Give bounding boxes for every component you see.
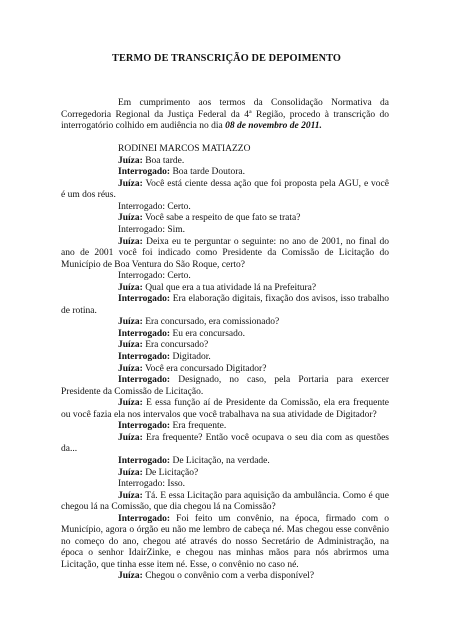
dialogue-line [61, 433, 389, 456]
dialogue-line [61, 179, 389, 202]
speech-text: Chegou o convênio com a verba disponível? [142, 571, 315, 582]
dialogue-line [61, 514, 389, 572]
dialogue-line [61, 294, 389, 317]
document-body [61, 98, 389, 583]
speaker-label: Interrogado: [118, 421, 171, 432]
speaker-label: Interrogado: [118, 201, 165, 212]
dialogue [61, 156, 389, 583]
speech-text: Foi feito um convênio, na época, firmado com o Município, agora o órgão eu não me lembro de cabeça né. Mas chegou esse convênio no começo do ano, chegou até através do nosso Secretário de Administração, na época o senhor IdairZinke, e chegou nas minhas mãos para nós abrirmos uma Licitação, que tinha esse item né. Esse, o convênio no caso né. [61, 513, 389, 570]
speaker-label: Juíza: [118, 398, 143, 409]
dialogue-line [61, 202, 389, 214]
dialogue-line [61, 375, 389, 398]
speaker-label: Juíza: [118, 571, 143, 582]
dialogue-line [61, 340, 389, 352]
speaker-label: Juíza: [118, 490, 143, 501]
dialogue-line [61, 468, 389, 480]
speaker-label: Juíza: [118, 467, 143, 478]
speech-text: Era concursado, era comissionado? [142, 317, 280, 328]
speech-text: De Licitação, na verdade. [170, 455, 270, 466]
document-title: TERMO DE TRANSCRIÇÃO DE DEPOIMENTO [111, 53, 341, 64]
speaker-label: Interrogado: [118, 375, 171, 386]
dialogue-line [61, 317, 389, 329]
speaker-label: Interrogado: [118, 225, 165, 236]
dialogue-line [61, 271, 389, 283]
dialogue-line [61, 421, 389, 433]
dialogue-line [61, 156, 389, 168]
speech-text: Era frequente? Então você ocupava o seu dia com as questões da... [61, 432, 389, 455]
deponent-name: RODINEI MARCOS MATIAZZO [118, 144, 251, 155]
speaker-label: Juíza: [118, 363, 143, 374]
speech-text: Sim. [164, 225, 186, 236]
speech-text: Tá. E essa Licitação para aquisição da ambulância. Como é que chegou lá na Comissão, que dia chegou lá na Comissão? [61, 490, 389, 513]
speech-text: Isso. [164, 479, 186, 490]
speaker-label: Interrogado: [118, 328, 171, 339]
speech-text: De Licitação? [142, 467, 199, 478]
speaker-label: Juíza: [118, 282, 143, 293]
dialogue-line [61, 225, 389, 237]
speaker-label: Juíza: [118, 178, 143, 189]
speaker-label: Interrogado: [118, 479, 165, 490]
speaker-label: Juíza: [118, 340, 143, 351]
speech-text: Era frequente. [170, 421, 227, 432]
speaker-label: Interrogado: [118, 352, 171, 363]
dialogue-line [61, 456, 389, 468]
speaker-label: Juíza: [118, 213, 143, 224]
speech-text: Designado, no caso, pela Portaria para exercer Presidente da Comissão de Licitação. [61, 375, 389, 397]
speaker-label: Interrogado: [118, 167, 171, 178]
speech-text: Era elaboração digitais, fixação dos avisos, isso trabalho de rotina. [61, 294, 389, 316]
speaker-label: Interrogado: [118, 294, 171, 305]
dialogue-line [61, 364, 389, 376]
dialogue-line [61, 213, 389, 225]
speech-text: Deixa eu te perguntar o seguinte: no ano de 2001, no final do ano de 2001 você foi indicado como Presidente da Comissão de Licitação do Município de Boa Ventura do São Roque, certo? [61, 236, 389, 270]
hearing-date: 08 de novembro de 2011. [225, 121, 322, 132]
speech-text: Você está ciente dessa ação que foi proposta pela AGU, e você é um dos réus. [61, 178, 389, 201]
dialogue-line [61, 283, 389, 295]
speaker-label: Interrogado: [118, 513, 171, 524]
speech-text: Você era concursado Digitador? [142, 363, 267, 374]
speech-text: Digitador. [170, 352, 211, 363]
speech-text: Você sabe a respeito de que fato se trata? [142, 213, 301, 224]
dialogue-line [61, 167, 389, 179]
speech-text: Era concursado? [142, 340, 209, 351]
speech-text: E essa função aí de Presidente da Comissão, ela era frequente ou você fazia ela nos intervalos que você trabalhava na sua atividade de Digitador? [61, 398, 389, 420]
speaker-label: Juíza: [118, 236, 143, 247]
speaker-label: Juíza: [118, 432, 143, 443]
speech-text: Boa tarde Doutora. [170, 167, 245, 178]
dialogue-line [61, 352, 389, 364]
speaker-label: Juíza: [118, 317, 143, 328]
speaker-label: Interrogado: [118, 455, 171, 466]
intro-paragraph [61, 98, 389, 133]
dialogue-line [61, 571, 389, 583]
speaker-label: Interrogado: [118, 271, 165, 282]
dialogue-line [61, 237, 389, 272]
speaker-label: Juíza: [118, 155, 143, 166]
speech-text: Certo. [164, 271, 191, 282]
speech-text: Boa tarde. [142, 155, 185, 166]
intro-text: Em cumprimento aos termos da Consolidação Normativa da Corregedoria Regional da Justiça Federal da 4ª Região, procedo à transcrição do interrogatório colhido em audiência no dia [61, 98, 389, 132]
speech-text: Qual que era a tua atividade lá na Prefeitura? [142, 282, 317, 293]
dialogue-line [61, 398, 389, 421]
dialogue-line [61, 329, 389, 341]
speech-text: Certo. [164, 201, 191, 212]
dialogue-line [61, 491, 389, 514]
dialogue-line [61, 479, 389, 491]
speech-text: Eu era concursado. [170, 328, 245, 339]
